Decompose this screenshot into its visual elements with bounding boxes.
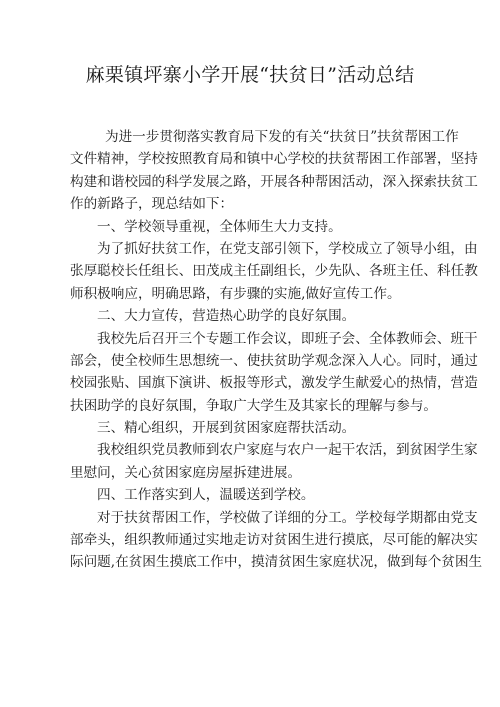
text-line: 为了抓好扶贫工作，在党支部引领下，学校成立了领导小组，由 [97,240,478,257]
text-line: 扶困助学的良好氛围，争取广大学生及其家长的理解与参与。 [70,397,438,414]
paragraph-home-visits [70,439,478,484]
text-line: 张厚聪校长任组长、田茂成主任副组长，少先队、各班主任、科任教 [70,263,478,280]
text-line: 里慰问，关心贫困家庭房屋拆建进展。 [70,464,302,481]
text-line: 际问题,在贫困生摸底工作中，摸清贫困生家庭状况，做到每个贫困生 [70,554,483,571]
section-heading-4 [70,484,432,506]
document-title: 麻栗镇坪寨小学开展“扶贫日”活动总结 [85,64,415,86]
section-heading-1 [70,216,432,238]
text-line: 三、精心组织，开展到贫困家庭帮扶活动。 [97,420,356,437]
text-line: 部会，使全校师生思想统一、使扶贫助学观念深入人心。同时，通过 [70,352,478,369]
text-line: 我校先后召开三个专题工作会议，即班子会、全体教师会、班干 [97,330,478,347]
document-body [70,126,483,574]
section-heading-2 [70,305,432,327]
text-line: 构建和谐校园的科学发展之路，开展各种帮困活动，深入探索扶贫工 [70,173,478,190]
text-line: 一、学校领导重视，全体师生大力支持。 [97,218,342,235]
text-line: 四、工作落实到人，温暖送到学校。 [97,487,315,504]
text-line: 为进一步贯彻落实教育局下发的有关“扶贫日”扶贫帮困工作 [105,129,459,145]
paragraph-leadership [70,238,478,305]
section-heading-3 [70,417,432,439]
text-line: 文件精神，学校按照教育局和镇中心学校的扶贫帮困工作部署，坚持 [70,151,478,168]
text-line: 对于扶贫帮困工作，学校做了详细的分工。学校每学期都由党支 [97,509,478,526]
paragraph-intro [70,126,478,216]
text-line: 作的新路子，现总结如下： [70,196,234,213]
text-line: 部牵头，组织教师通过实地走访对贫困生进行摸底，尽可能的解决实 [70,532,478,549]
text-line: 师积极响应，明确思路，有步骤的实施,做好宣传工作。 [70,285,401,302]
paragraph-assignment [70,507,483,574]
paragraph-publicity [70,328,478,418]
text-line: 二、大力宣传，营造热心助学的良好氛围。 [97,308,356,325]
text-line: 校园张贴、国旗下演讲、板报等形式，激发学生献爱心的热情，营造 [70,375,478,392]
text-line: 我校组织党员教师到农户家庭与农户一起干农活，到贫困学生家 [97,442,478,459]
